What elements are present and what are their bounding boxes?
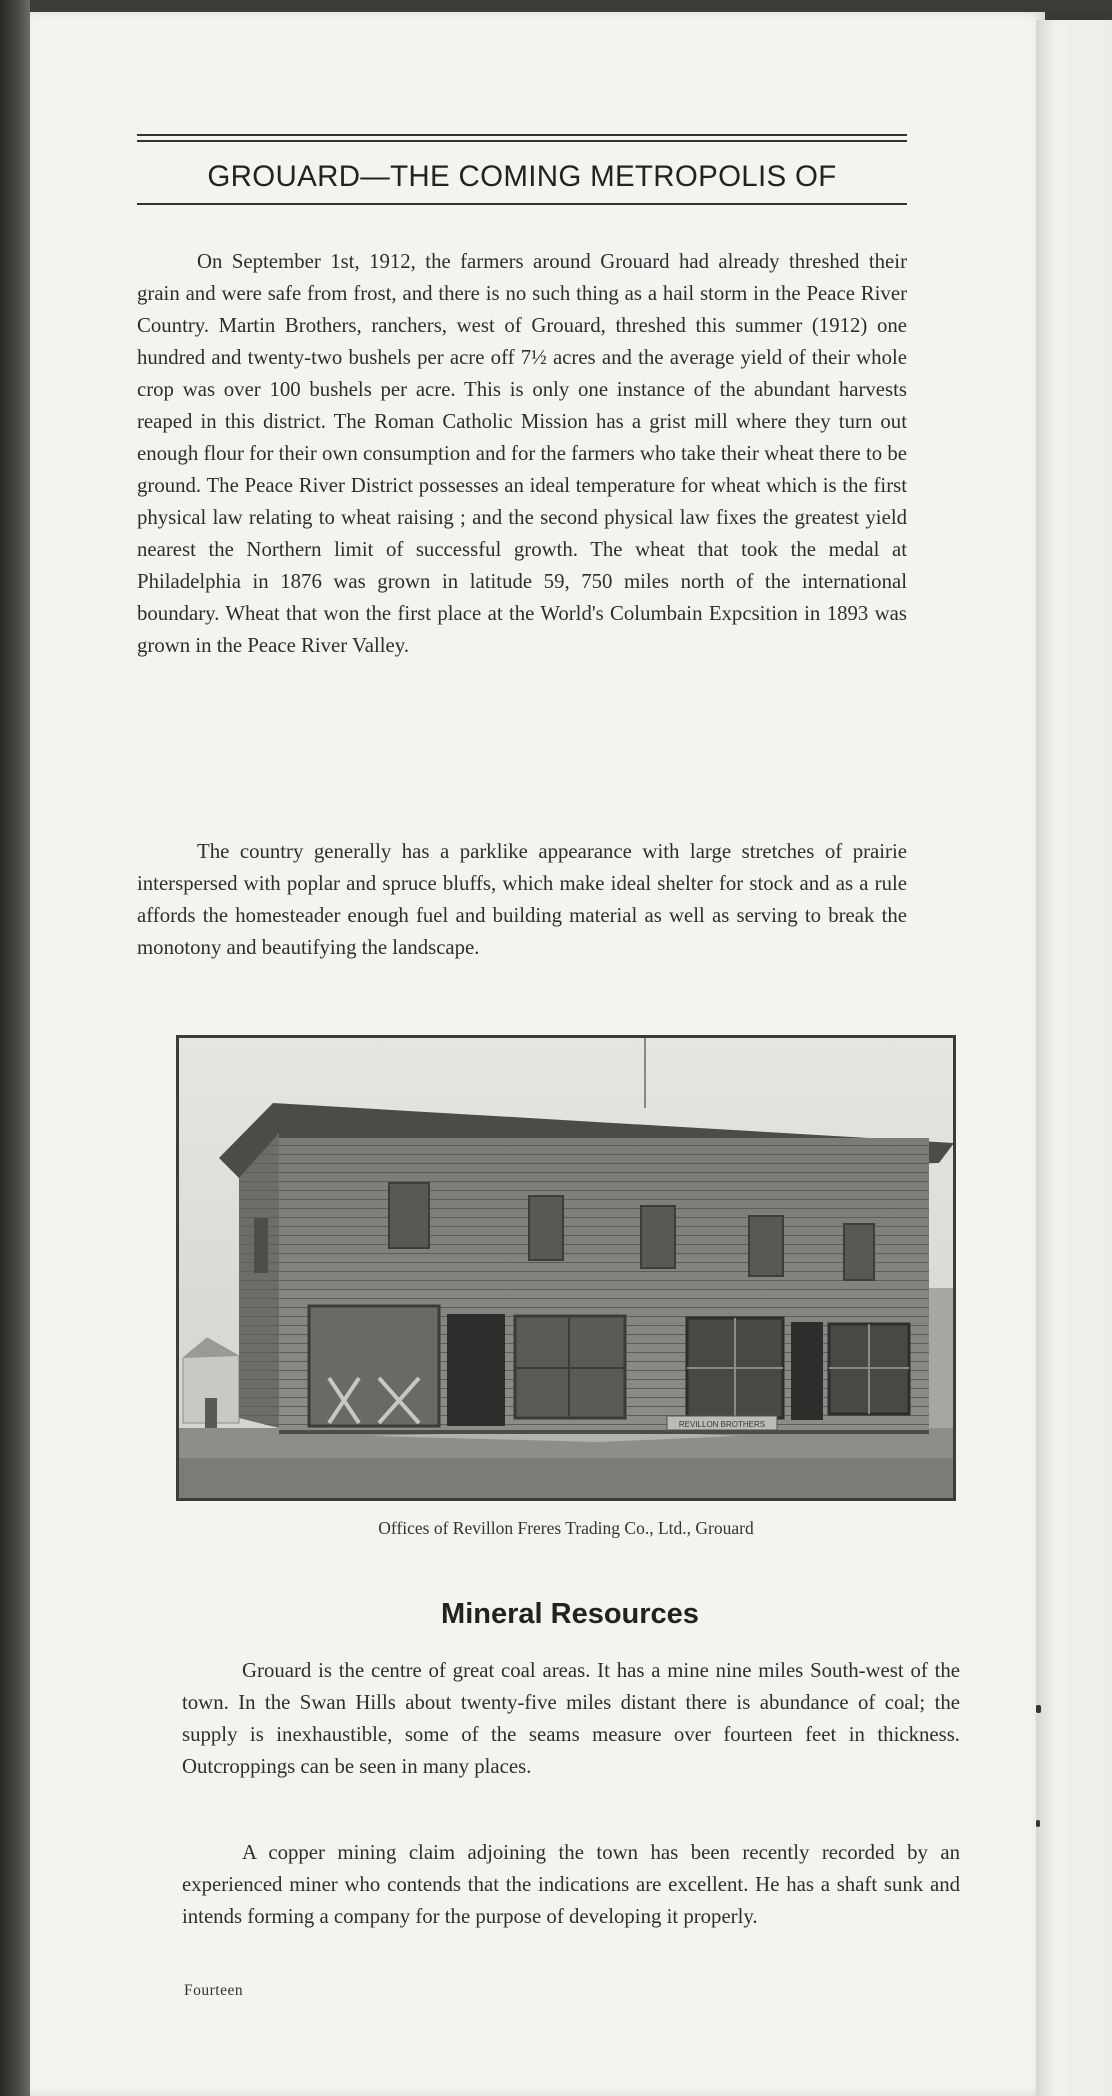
body-paragraph: The country generally has a parklike appearance with large stretches of prairie interspersed with poplar and spruce bluffs, which make ideal shelter for stock and as a rule affords the homesteader enough fuel and building material as well as serving to break the monotony and beautifying the landscape.	[137, 840, 907, 959]
header-rule-top-2	[137, 140, 907, 142]
adjacent-page-strip	[1036, 20, 1112, 2096]
body-paragraph: A copper mining claim adjoining the town has been recently recorded by an experienced miner who contends that the indications are excellent. He has a shaft sunk and intends forming a company for the purpose of developing it properly.	[182, 1841, 960, 1928]
body-paragraph: Grouard is the centre of great coal areas. It has a mine nine miles South-west of the town. In the Swan Hills about twenty-five miles distant there is abundance of coal; the supply is inexhaustible, some of the seams measure over fourteen feet in thickness. Outcroppings can be seen in many places.	[182, 1659, 960, 1778]
building-photograph	[176, 1035, 956, 1501]
building-sign: REVILLON BROTHERS	[678, 1420, 766, 1429]
section-heading: Mineral Resources	[441, 1598, 699, 1630]
margin-mark	[1036, 1820, 1040, 1827]
body-paragraph: On September 1st, 1912, the farmers around Grouard had already threshed their grain and were safe from frost, and there is no such thing as a hail storm in the Peace River Country. Martin Brothers, ranchers, west of Grouard, threshed this summer (1912) one hundred and twenty-two bushels per acre off 7½ acres and the average yield of their whole crop was over 100 bushels per acre. This is only one instance of the abundant harvests reaped in this district. The Roman Catholic Mission has a grist mill where they turn out enough flour for their own consumption and for the farmers who take their wheat there to be ground. The Peace River District possesses an ideal temperature for wheat which is the first physical law relating to wheat raising ; and the second physical law fixes the greatest yield nearest the Northern limit of successful growth. The wheat that took the medal at Philadelphia in 1876 was grown in latitude 59, 750 miles north of the international boundary. Wheat that won the first place at the World's Columbain Expcsition in 1893 was grown in the Peace River Valley.	[137, 250, 907, 657]
header-rule-bottom	[137, 203, 907, 205]
photo-caption: Offices of Revillon Freres Trading Co., Ltd., Grouard	[378, 1518, 754, 1538]
page-title: GROUARD—THE COMING METROPOLIS OF	[207, 160, 837, 193]
margin-mark	[1036, 1705, 1041, 1713]
page-number: Fourteen	[184, 1982, 244, 1999]
scan-left-edge	[0, 0, 30, 2096]
header-rule-top	[137, 134, 907, 136]
